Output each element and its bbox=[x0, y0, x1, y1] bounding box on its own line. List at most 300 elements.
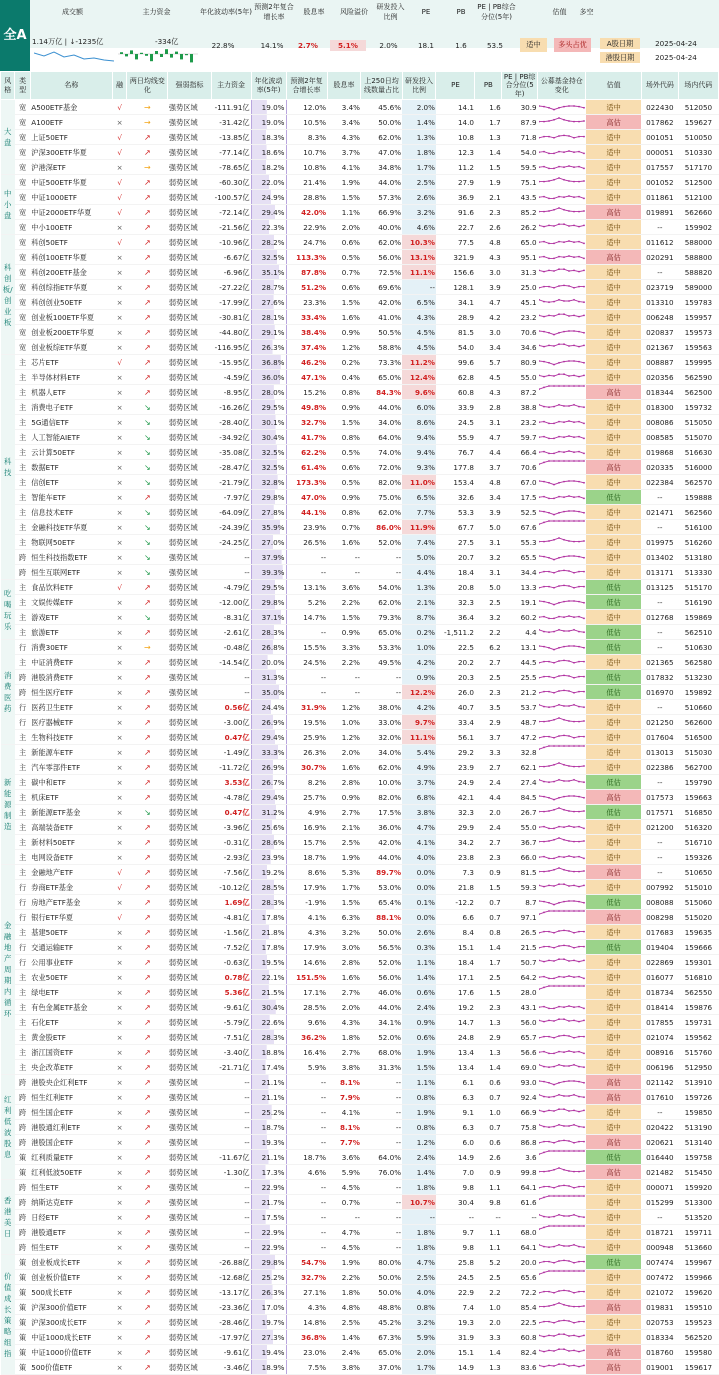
etf-row[interactable] bbox=[1, 205, 719, 220]
etf-name[interactable]: 生物科技ETF bbox=[30, 730, 112, 745]
exchange-code[interactable]: 516630 bbox=[678, 445, 718, 460]
etf-name[interactable]: 500成长ETF bbox=[30, 1285, 112, 1300]
etf-name[interactable]: 港股通红利ETF bbox=[30, 1120, 112, 1135]
etf-name[interactable]: 石化ETF bbox=[30, 1015, 112, 1030]
etf-row[interactable] bbox=[1, 220, 719, 235]
col-header[interactable]: 公募基金持仓变化 bbox=[538, 72, 586, 100]
etf-name[interactable]: A500ETF基金 bbox=[30, 100, 112, 115]
etf-row[interactable] bbox=[1, 445, 719, 460]
etf-row[interactable] bbox=[1, 700, 719, 715]
etf-name[interactable]: 云计算50ETF bbox=[30, 445, 112, 460]
etf-row[interactable] bbox=[1, 580, 719, 595]
col-header[interactable]: 强弱指标 bbox=[168, 72, 211, 100]
exchange-code[interactable]: 159731 bbox=[678, 1015, 718, 1030]
etf-row[interactable] bbox=[1, 100, 719, 115]
exchange-code[interactable]: 512950 bbox=[678, 1060, 718, 1075]
exchange-code[interactable]: 562590 bbox=[678, 370, 718, 385]
otc-code[interactable]: 001051 bbox=[641, 130, 678, 145]
etf-row[interactable] bbox=[1, 1165, 719, 1180]
etf-name[interactable]: 港股消费ETF bbox=[30, 670, 112, 685]
etf-name[interactable]: 浙江国资ETF bbox=[30, 1045, 112, 1060]
exchange-code[interactable]: 159966 bbox=[678, 1270, 718, 1285]
otc-code[interactable]: -- bbox=[641, 850, 678, 865]
exchange-code[interactable]: 589000 bbox=[678, 280, 718, 295]
etf-row[interactable] bbox=[1, 865, 719, 880]
etf-row[interactable] bbox=[1, 940, 719, 955]
etf-name[interactable]: 港股通ETF bbox=[30, 1225, 112, 1240]
etf-row[interactable] bbox=[1, 670, 719, 685]
exchange-code[interactable]: 510630 bbox=[678, 640, 718, 655]
otc-code[interactable]: 000948 bbox=[641, 1240, 678, 1255]
exchange-code[interactable]: 159876 bbox=[678, 1000, 718, 1015]
etf-name[interactable]: 港股央企红利ETF bbox=[30, 1075, 112, 1090]
exchange-code[interactable]: 516710 bbox=[678, 835, 718, 850]
etf-row[interactable] bbox=[1, 805, 719, 820]
etf-row[interactable] bbox=[1, 385, 719, 400]
etf-row[interactable] bbox=[1, 415, 719, 430]
etf-row[interactable] bbox=[1, 235, 719, 250]
exchange-code[interactable]: 159523 bbox=[678, 1315, 718, 1330]
col-header[interactable]: 预测2年复合增长率 bbox=[286, 72, 327, 100]
etf-row[interactable] bbox=[1, 535, 719, 550]
etf-row[interactable] bbox=[1, 475, 719, 490]
etf-name[interactable]: 上证50ETF bbox=[30, 130, 112, 145]
col-header[interactable]: 两日均线变化 bbox=[127, 72, 168, 100]
otc-code[interactable]: 017573 bbox=[641, 790, 678, 805]
exchange-code[interactable]: 516000 bbox=[678, 460, 718, 475]
exchange-code[interactable]: 159563 bbox=[678, 340, 718, 355]
etf-row[interactable] bbox=[1, 985, 719, 1000]
etf-name[interactable]: 有色金属ETF基金 bbox=[30, 1000, 112, 1015]
otc-code[interactable]: 008916 bbox=[641, 1045, 678, 1060]
etf-name[interactable]: 新能源ETF基金 bbox=[30, 805, 112, 820]
otc-code[interactable]: 021074 bbox=[641, 1030, 678, 1045]
etf-name[interactable]: 港股国企ETF bbox=[30, 1135, 112, 1150]
etf-name[interactable]: 恒生国企ETF bbox=[30, 1105, 112, 1120]
etf-row[interactable] bbox=[1, 835, 719, 850]
col-header[interactable]: 场外代码 bbox=[641, 72, 678, 100]
otc-code[interactable]: 023719 bbox=[641, 280, 678, 295]
etf-row[interactable] bbox=[1, 1300, 719, 1315]
etf-name[interactable]: 科创综指ETF华夏 bbox=[30, 280, 112, 295]
etf-name[interactable]: 绿电ETF bbox=[30, 985, 112, 1000]
exchange-code[interactable]: 159573 bbox=[678, 325, 718, 340]
etf-row[interactable] bbox=[1, 1135, 719, 1150]
etf-name[interactable]: 红利质量ETF bbox=[30, 1150, 112, 1165]
otc-code[interactable]: 016077 bbox=[641, 970, 678, 985]
etf-name[interactable]: 创业板综ETF华夏 bbox=[30, 340, 112, 355]
otc-code[interactable]: -- bbox=[641, 490, 678, 505]
otc-code[interactable]: 013171 bbox=[641, 565, 678, 580]
exchange-code[interactable]: 159627 bbox=[678, 115, 718, 130]
exchange-code[interactable]: 159666 bbox=[678, 940, 718, 955]
otc-code[interactable]: -- bbox=[641, 1105, 678, 1120]
etf-row[interactable] bbox=[1, 640, 719, 655]
exchange-code[interactable]: 159967 bbox=[678, 1255, 718, 1270]
otc-code[interactable]: 021072 bbox=[641, 1285, 678, 1300]
otc-code[interactable]: 021142 bbox=[641, 1075, 678, 1090]
etf-row[interactable] bbox=[1, 1150, 719, 1165]
etf-row[interactable] bbox=[1, 1270, 719, 1285]
etf-row[interactable] bbox=[1, 175, 719, 190]
etf-row[interactable] bbox=[1, 145, 719, 160]
etf-name[interactable]: 消费电子ETF bbox=[30, 400, 112, 415]
etf-name[interactable]: 医疗器械ETF bbox=[30, 715, 112, 730]
etf-row[interactable] bbox=[1, 1330, 719, 1345]
col-header[interactable]: 类型 bbox=[15, 72, 30, 100]
otc-code[interactable]: 017557 bbox=[641, 160, 678, 175]
etf-row[interactable] bbox=[1, 1000, 719, 1015]
etf-row[interactable] bbox=[1, 1015, 719, 1030]
etf-name[interactable]: 信创ETF bbox=[30, 475, 112, 490]
exchange-code[interactable]: 159562 bbox=[678, 1030, 718, 1045]
etf-name[interactable]: 恒生医疗ETF bbox=[30, 685, 112, 700]
otc-code[interactable]: -- bbox=[641, 520, 678, 535]
otc-code[interactable]: 019831 bbox=[641, 1300, 678, 1315]
etf-row[interactable] bbox=[1, 115, 719, 130]
col-header[interactable]: 主力资金 bbox=[211, 72, 251, 100]
etf-row[interactable] bbox=[1, 970, 719, 985]
exchange-code[interactable]: 515170 bbox=[678, 580, 718, 595]
etf-name[interactable]: 恒生互联网ETF bbox=[30, 565, 112, 580]
exchange-code[interactable]: 562500 bbox=[678, 385, 718, 400]
etf-name[interactable]: 恒生科技指数ETF bbox=[30, 550, 112, 565]
col-header[interactable]: 名称 bbox=[30, 72, 112, 100]
etf-name[interactable]: 电网设备ETF bbox=[30, 850, 112, 865]
otc-code[interactable]: 008298 bbox=[641, 910, 678, 925]
etf-row[interactable] bbox=[1, 790, 719, 805]
exchange-code[interactable]: 159892 bbox=[678, 685, 718, 700]
etf-row[interactable] bbox=[1, 505, 719, 520]
otc-code[interactable]: 013402 bbox=[641, 550, 678, 565]
otc-code[interactable]: 007992 bbox=[641, 880, 678, 895]
col-header[interactable]: 估值 bbox=[586, 72, 641, 100]
otc-code[interactable]: 011612 bbox=[641, 235, 678, 250]
otc-code[interactable]: 000051 bbox=[641, 145, 678, 160]
otc-code[interactable]: 018334 bbox=[641, 1330, 678, 1345]
exchange-code[interactable]: 516850 bbox=[678, 805, 718, 820]
otc-code[interactable]: 018300 bbox=[641, 400, 678, 415]
etf-name[interactable]: 科创50ETF bbox=[30, 235, 112, 250]
otc-code[interactable]: -- bbox=[641, 265, 678, 280]
etf-row[interactable] bbox=[1, 1105, 719, 1120]
otc-code[interactable]: -- bbox=[641, 775, 678, 790]
etf-row[interactable] bbox=[1, 925, 719, 940]
etf-name[interactable]: 半导体材料ETF bbox=[30, 370, 112, 385]
col-header[interactable]: 风格 bbox=[1, 72, 15, 100]
otc-code[interactable]: 020621 bbox=[641, 1135, 678, 1150]
exchange-code[interactable]: 159726 bbox=[678, 1090, 718, 1105]
otc-code[interactable]: 020422 bbox=[641, 1120, 678, 1135]
etf-name[interactable]: 高端装备ETF bbox=[30, 820, 112, 835]
otc-code[interactable]: 019891 bbox=[641, 205, 678, 220]
exchange-code[interactable]: 159902 bbox=[678, 220, 718, 235]
etf-row[interactable] bbox=[1, 625, 719, 640]
exchange-code[interactable]: 516500 bbox=[678, 730, 718, 745]
otc-code[interactable]: 007474 bbox=[641, 1255, 678, 1270]
exchange-code[interactable]: 159617 bbox=[678, 1360, 718, 1375]
etf-name[interactable]: 中证消费ETF bbox=[30, 655, 112, 670]
etf-name[interactable]: 新能源车ETF bbox=[30, 745, 112, 760]
exchange-code[interactable]: 515030 bbox=[678, 745, 718, 760]
etf-row[interactable] bbox=[1, 745, 719, 760]
otc-code[interactable]: -- bbox=[641, 220, 678, 235]
etf-row[interactable] bbox=[1, 1315, 719, 1330]
otc-code[interactable]: 018734 bbox=[641, 985, 678, 1000]
etf-row[interactable] bbox=[1, 1120, 719, 1135]
etf-row[interactable] bbox=[1, 400, 719, 415]
etf-name[interactable]: 恒生红利ETF bbox=[30, 1090, 112, 1105]
otc-code[interactable]: 020356 bbox=[641, 370, 678, 385]
etf-row[interactable] bbox=[1, 550, 719, 565]
otc-code[interactable]: 018760 bbox=[641, 1345, 678, 1360]
exchange-code[interactable]: 562520 bbox=[678, 1330, 718, 1345]
etf-row[interactable] bbox=[1, 310, 719, 325]
etf-name[interactable]: 央企改革ETF bbox=[30, 1060, 112, 1075]
etf-name[interactable]: 基建50ETF bbox=[30, 925, 112, 940]
exchange-code[interactable]: 510650 bbox=[678, 865, 718, 880]
etf-row[interactable] bbox=[1, 715, 719, 730]
otc-code[interactable]: 020335 bbox=[641, 460, 678, 475]
exchange-code[interactable]: 159301 bbox=[678, 955, 718, 970]
otc-code[interactable]: 015299 bbox=[641, 1195, 678, 1210]
exchange-code[interactable]: 562660 bbox=[678, 205, 718, 220]
etf-name[interactable]: A100ETF bbox=[30, 115, 112, 130]
etf-name[interactable]: 恒生ETF bbox=[30, 1240, 112, 1255]
etf-name[interactable]: 公用事业ETF bbox=[30, 955, 112, 970]
otc-code[interactable]: -- bbox=[641, 835, 678, 850]
exchange-code[interactable]: 513190 bbox=[678, 1120, 718, 1135]
etf-row[interactable] bbox=[1, 370, 719, 385]
otc-code[interactable]: 006196 bbox=[641, 1060, 678, 1075]
etf-name[interactable]: 500价值ETF bbox=[30, 1360, 112, 1375]
exchange-code[interactable]: 516810 bbox=[678, 970, 718, 985]
etf-row[interactable] bbox=[1, 595, 719, 610]
exchange-code[interactable]: 516320 bbox=[678, 820, 718, 835]
exchange-code[interactable]: 517170 bbox=[678, 160, 718, 175]
etf-name[interactable]: 创业板200ETF华夏 bbox=[30, 325, 112, 340]
etf-name[interactable]: 人工智能AIETF bbox=[30, 430, 112, 445]
exchange-code[interactable]: 159783 bbox=[678, 295, 718, 310]
otc-code[interactable]: 008585 bbox=[641, 430, 678, 445]
etf-name[interactable]: 数据ETF bbox=[30, 460, 112, 475]
etf-row[interactable] bbox=[1, 340, 719, 355]
etf-name[interactable]: 机器人ETF bbox=[30, 385, 112, 400]
exchange-code[interactable]: 512500 bbox=[678, 175, 718, 190]
otc-code[interactable]: 017571 bbox=[641, 805, 678, 820]
exchange-code[interactable]: 512050 bbox=[678, 100, 718, 115]
etf-name[interactable]: 芯片ETF bbox=[30, 355, 112, 370]
etf-name[interactable]: 金融地产ETF bbox=[30, 865, 112, 880]
otc-code[interactable]: 008887 bbox=[641, 355, 678, 370]
etf-name[interactable]: 创业板成长ETF bbox=[30, 1255, 112, 1270]
etf-row[interactable] bbox=[1, 325, 719, 340]
otc-code[interactable]: -- bbox=[641, 700, 678, 715]
otc-code[interactable]: 021367 bbox=[641, 340, 678, 355]
etf-name[interactable]: 新材料50ETF bbox=[30, 835, 112, 850]
etf-name[interactable]: 科创200ETF基金 bbox=[30, 265, 112, 280]
otc-code[interactable]: 022869 bbox=[641, 955, 678, 970]
col-header[interactable]: 年化波动率(5年) bbox=[251, 72, 286, 100]
otc-code[interactable]: 017683 bbox=[641, 925, 678, 940]
exchange-code[interactable]: 159635 bbox=[678, 925, 718, 940]
exchange-code[interactable]: 588000 bbox=[678, 235, 718, 250]
exchange-code[interactable]: 159663 bbox=[678, 790, 718, 805]
otc-code[interactable]: 007472 bbox=[641, 1270, 678, 1285]
etf-row[interactable] bbox=[1, 655, 719, 670]
exchange-code[interactable]: 513180 bbox=[678, 550, 718, 565]
etf-name[interactable]: 机床ETF bbox=[30, 790, 112, 805]
otc-code[interactable]: 021250 bbox=[641, 715, 678, 730]
exchange-code[interactable]: 562550 bbox=[678, 985, 718, 1000]
etf-name[interactable]: 汽车零部件ETF bbox=[30, 760, 112, 775]
etf-row[interactable] bbox=[1, 1060, 719, 1075]
otc-code[interactable]: 018414 bbox=[641, 1000, 678, 1015]
exchange-code[interactable]: 513910 bbox=[678, 1075, 718, 1090]
otc-code[interactable]: 016440 bbox=[641, 1150, 678, 1165]
otc-code[interactable]: 021471 bbox=[641, 505, 678, 520]
otc-code[interactable]: 021482 bbox=[641, 1165, 678, 1180]
exchange-code[interactable]: 159711 bbox=[678, 1225, 718, 1240]
etf-row[interactable] bbox=[1, 730, 719, 745]
otc-code[interactable]: 012768 bbox=[641, 610, 678, 625]
etf-row[interactable] bbox=[1, 1090, 719, 1105]
otc-code[interactable]: 017610 bbox=[641, 1090, 678, 1105]
etf-name[interactable]: 沪深300成长ETF bbox=[30, 1315, 112, 1330]
etf-name[interactable]: 食品饮料ETF bbox=[30, 580, 112, 595]
otc-code[interactable]: -- bbox=[641, 595, 678, 610]
exchange-code[interactable]: 516100 bbox=[678, 520, 718, 535]
etf-row[interactable] bbox=[1, 1045, 719, 1060]
etf-row[interactable] bbox=[1, 460, 719, 475]
etf-row[interactable] bbox=[1, 265, 719, 280]
exchange-code[interactable]: 562600 bbox=[678, 715, 718, 730]
etf-name[interactable]: 中证500ETF华夏 bbox=[30, 175, 112, 190]
otc-code[interactable]: -- bbox=[641, 865, 678, 880]
etf-name[interactable]: 5G通信ETF bbox=[30, 415, 112, 430]
etf-row[interactable] bbox=[1, 1195, 719, 1210]
exchange-code[interactable]: 510660 bbox=[678, 700, 718, 715]
exchange-code[interactable]: 159957 bbox=[678, 310, 718, 325]
etf-row[interactable] bbox=[1, 880, 719, 895]
etf-name[interactable]: 游戏ETF bbox=[30, 610, 112, 625]
exchange-code[interactable]: 562700 bbox=[678, 760, 718, 775]
etf-row[interactable] bbox=[1, 520, 719, 535]
etf-name[interactable]: 消费30ETF bbox=[30, 640, 112, 655]
otc-code[interactable]: -- bbox=[641, 625, 678, 640]
etf-name[interactable]: 农业50ETF bbox=[30, 970, 112, 985]
col-header[interactable]: PB bbox=[475, 72, 502, 100]
etf-row[interactable] bbox=[1, 820, 719, 835]
etf-row[interactable] bbox=[1, 1360, 719, 1375]
otc-code[interactable]: 018344 bbox=[641, 385, 678, 400]
exchange-code[interactable]: 512100 bbox=[678, 190, 718, 205]
etf-name[interactable]: 沪港深ETF bbox=[30, 160, 112, 175]
exchange-code[interactable]: 159850 bbox=[678, 1105, 718, 1120]
exchange-code[interactable]: 515060 bbox=[678, 895, 718, 910]
otc-code[interactable]: 000071 bbox=[641, 1180, 678, 1195]
exchange-code[interactable]: 510330 bbox=[678, 145, 718, 160]
otc-code[interactable]: 008086 bbox=[641, 415, 678, 430]
otc-code[interactable]: 013125 bbox=[641, 580, 678, 595]
etf-name[interactable]: 沪深300ETF华夏 bbox=[30, 145, 112, 160]
exchange-code[interactable]: 516260 bbox=[678, 535, 718, 550]
etf-name[interactable]: 银行ETF华夏 bbox=[30, 910, 112, 925]
otc-code[interactable]: 022386 bbox=[641, 760, 678, 775]
etf-row[interactable] bbox=[1, 280, 719, 295]
exchange-code[interactable]: 515010 bbox=[678, 880, 718, 895]
otc-code[interactable]: 019975 bbox=[641, 535, 678, 550]
exchange-code[interactable]: 515070 bbox=[678, 430, 718, 445]
exchange-code[interactable]: 513300 bbox=[678, 1195, 718, 1210]
etf-row[interactable] bbox=[1, 490, 719, 505]
col-header[interactable]: PE bbox=[436, 72, 475, 100]
otc-code[interactable]: 020837 bbox=[641, 325, 678, 340]
exchange-code[interactable]: 513140 bbox=[678, 1135, 718, 1150]
etf-name[interactable]: 旅游ETF bbox=[30, 625, 112, 640]
col-header[interactable]: 股息率 bbox=[327, 72, 361, 100]
exchange-code[interactable]: 515450 bbox=[678, 1165, 718, 1180]
otc-code[interactable]: -- bbox=[641, 640, 678, 655]
exchange-code[interactable]: 159620 bbox=[678, 1285, 718, 1300]
exchange-code[interactable]: 513520 bbox=[678, 1210, 718, 1225]
otc-code[interactable]: 020753 bbox=[641, 1315, 678, 1330]
exchange-code[interactable]: 159869 bbox=[678, 610, 718, 625]
otc-code[interactable]: 001052 bbox=[641, 175, 678, 190]
exchange-code[interactable]: 562580 bbox=[678, 655, 718, 670]
col-header[interactable]: 研发投入比例 bbox=[402, 72, 436, 100]
exchange-code[interactable]: 159920 bbox=[678, 1180, 718, 1195]
otc-code[interactable]: 022430 bbox=[641, 100, 678, 115]
etf-name[interactable]: 金融科技ETF华夏 bbox=[30, 520, 112, 535]
exchange-code[interactable]: 159888 bbox=[678, 490, 718, 505]
col-header[interactable]: 融 bbox=[112, 72, 126, 100]
exchange-code[interactable]: 588800 bbox=[678, 250, 718, 265]
otc-code[interactable]: 020291 bbox=[641, 250, 678, 265]
exchange-code[interactable]: 515020 bbox=[678, 910, 718, 925]
etf-name[interactable]: 科创创业50ETF bbox=[30, 295, 112, 310]
etf-row[interactable] bbox=[1, 850, 719, 865]
etf-name[interactable]: 券商ETF基金 bbox=[30, 880, 112, 895]
etf-row[interactable] bbox=[1, 610, 719, 625]
etf-name[interactable]: 交通运输ETF bbox=[30, 940, 112, 955]
etf-row[interactable] bbox=[1, 130, 719, 145]
etf-name[interactable]: 创业板价值ETF bbox=[30, 1270, 112, 1285]
etf-row[interactable] bbox=[1, 1210, 719, 1225]
etf-row[interactable] bbox=[1, 355, 719, 370]
otc-code[interactable]: 013310 bbox=[641, 295, 678, 310]
exchange-code[interactable]: 510050 bbox=[678, 130, 718, 145]
etf-row[interactable] bbox=[1, 295, 719, 310]
otc-code[interactable]: 018721 bbox=[641, 1225, 678, 1240]
etf-name[interactable]: 纳斯达克ETF bbox=[30, 1195, 112, 1210]
etf-name[interactable]: 科创100ETF华夏 bbox=[30, 250, 112, 265]
etf-name[interactable]: 中证2000ETF华夏 bbox=[30, 205, 112, 220]
etf-name[interactable]: 中证1000ETF bbox=[30, 190, 112, 205]
otc-code[interactable]: 019868 bbox=[641, 445, 678, 460]
col-header[interactable]: PE | PB综合分位(5年) bbox=[502, 72, 538, 100]
exchange-code[interactable]: 515050 bbox=[678, 415, 718, 430]
exchange-code[interactable]: 159326 bbox=[678, 850, 718, 865]
etf-row[interactable] bbox=[1, 1030, 719, 1045]
etf-name[interactable]: 红利低波50ETF bbox=[30, 1165, 112, 1180]
otc-code[interactable]: 021200 bbox=[641, 820, 678, 835]
exchange-code[interactable]: 159510 bbox=[678, 1300, 718, 1315]
etf-name[interactable]: 碳中和ETF bbox=[30, 775, 112, 790]
etf-row[interactable] bbox=[1, 250, 719, 265]
exchange-code[interactable]: 513330 bbox=[678, 565, 718, 580]
etf-row[interactable] bbox=[1, 160, 719, 175]
